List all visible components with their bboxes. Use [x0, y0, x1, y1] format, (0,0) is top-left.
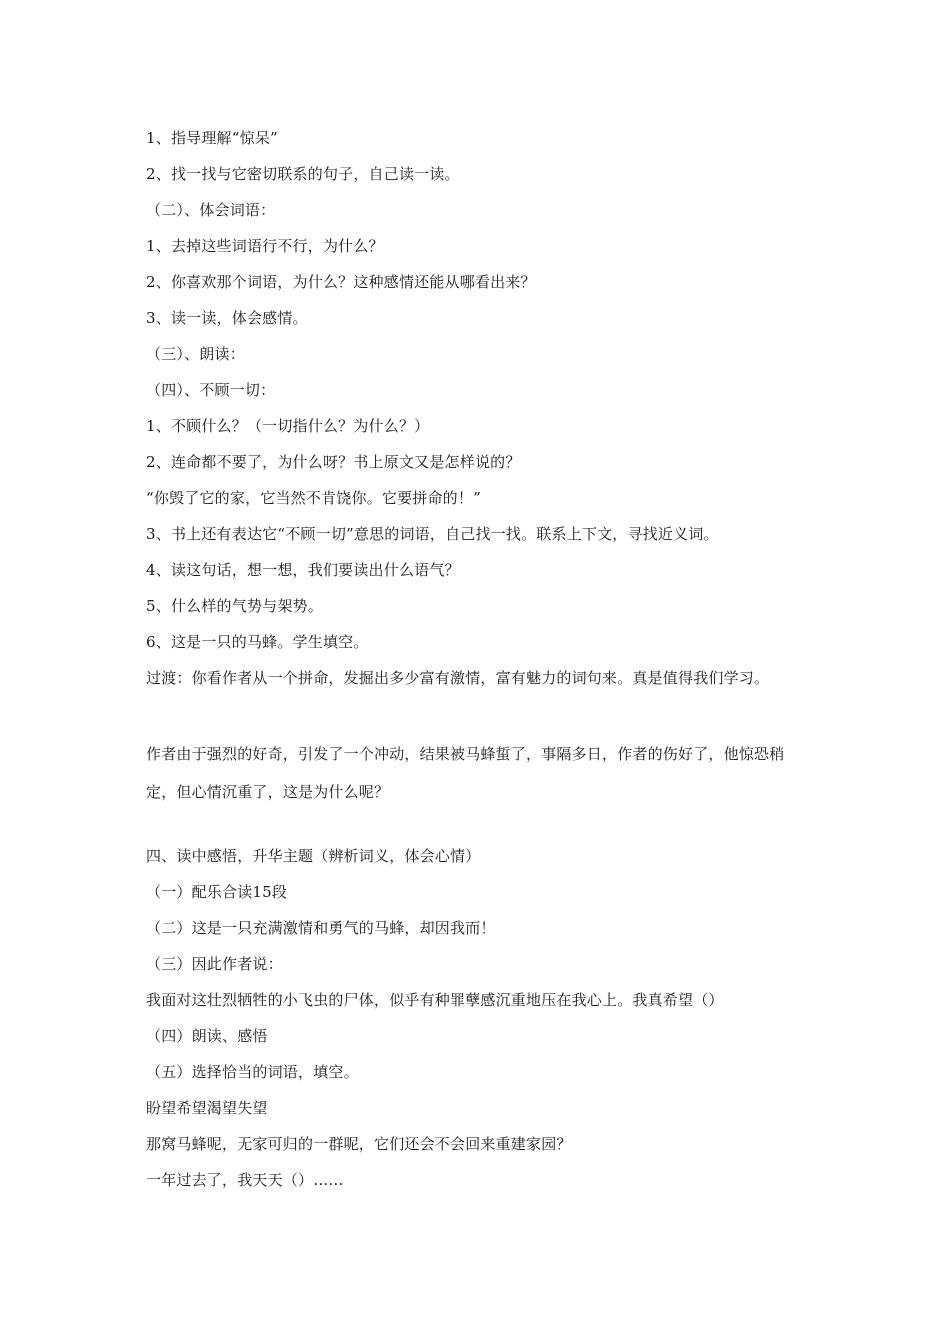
text-line: （四）朗读、感悟 [146, 1027, 268, 1045]
text-line: 3、读一读，体会感情。 [146, 309, 308, 327]
text-line: 3、书上还有表达它“不顾一切”意思的词语，自己找一找。联系上下文，寻找近义词。 [146, 525, 719, 543]
text-line: （三）因此作者说： [146, 955, 283, 973]
text-line: 1、不顾什么？（一切指什么？为什么？） [146, 417, 430, 435]
text-line: 那窝马蜂呢，无家可归的一群呢，它们还会不会回来重建家园？ [146, 1135, 572, 1153]
text-line: 1、去掉这些词语行不行，为什么？ [146, 237, 384, 255]
section-heading: （四）、不顾一切： [146, 381, 276, 399]
text-line: 5、什么样的气势与架势。 [146, 597, 323, 615]
text-line: 4、读这句话，想一想，我们要读出什么语气？ [146, 561, 460, 579]
section-heading: 四、读中感悟，升华主题（辨析词义，体会心情） [146, 847, 481, 865]
text-line: 2、连命都不要了，为什么呀？书上原文又是怎样说的？ [146, 453, 521, 471]
section-heading: （三）、朗读： [146, 345, 245, 363]
section-heading: （二）、体会词语： [146, 201, 276, 219]
text-line: 2、找一找与它密切联系的句子，自己读一读。 [146, 165, 460, 183]
text-line: 6、这是一只的马蜂。学生填空。 [146, 633, 369, 651]
quote-line: “你毁了它的家，它当然不肯饶你。它要拼命的！” [146, 489, 481, 507]
text-line: （五）选择恰当的词语，填空。 [146, 1063, 359, 1081]
word-choices: 盼望希望渴望失望 [146, 1099, 268, 1117]
paragraph: 过渡：你看作者从一个拼命，发掘出多少富有激情，富有魅力的词句来。真是值得我们学习。 [146, 669, 770, 687]
text-line: （二）这是一只充满激情和勇气的马蜂，却因我而！ [146, 919, 496, 937]
text-line: 2、你喜欢那个词语，为什么？这种感情还能从哪看出来？ [146, 273, 536, 291]
text-line: 一年过去了，我天天（）…… [146, 1171, 344, 1189]
text-line: 我面对这壮烈牺牲的小飞虫的尸体，似乎有种罪孽感沉重地压在我心上。我真希望（） [146, 991, 724, 1009]
text-line: （一）配乐合读15段 [146, 883, 288, 901]
paragraph: 作者由于强烈的好奇，引发了一个冲动，结果被马蜂蜇了，事隔多日，作者的伤好了，他惊恐稍定，但心情沉重了，这是为什么呢？ [146, 745, 785, 801]
text-line: 1、指导理解“惊呆” [146, 129, 278, 147]
